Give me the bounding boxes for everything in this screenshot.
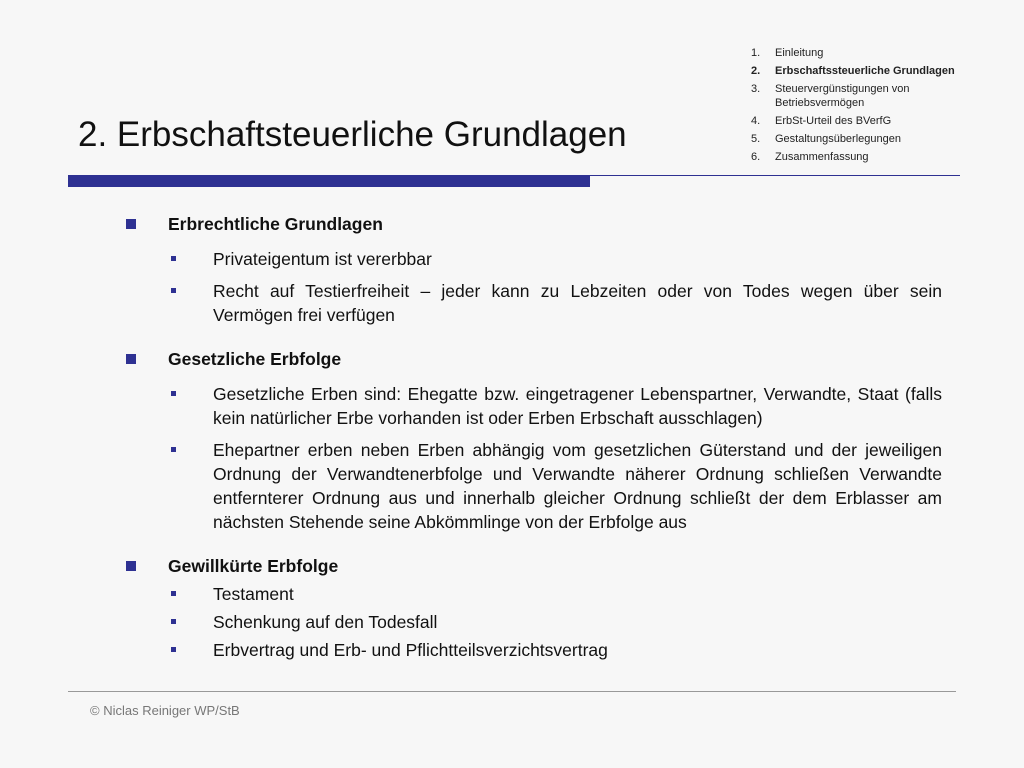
list-item [126, 382, 956, 430]
footer-divider [68, 691, 956, 692]
square-bullet-icon [126, 354, 136, 364]
small-square-bullet-icon [171, 591, 176, 596]
footer-copyright: © Niclas Reiniger WP/StB [90, 703, 240, 718]
list-item-text: Schenkung auf den Todesfall [213, 612, 438, 632]
small-square-bullet-icon [171, 647, 176, 652]
small-square-bullet-icon [171, 256, 176, 261]
section-gewillkuerte-erbfolge [126, 552, 956, 662]
list-item-text: Ehepartner erben neben Erben abhängig vom gesetzlichen Güterstand und der jeweiligen Ordnung der Verwandtenerbfolge und Verwandte näherer Ordnung schließen Verwandte entfernterer Ordnung aus und innerhalb gleicher Ordnung schließt der dem Erblasser am nächsten Stehende seine Abkömmlinge von der Erbfolge aus [213, 440, 942, 532]
section-erbrechtliche-grundlagen [126, 210, 956, 327]
title-accent-bar [68, 175, 590, 187]
square-bullet-icon [126, 219, 136, 229]
toc-item-1 [751, 46, 981, 60]
list-item-text: Gesetzliche Erben sind: Ehegatte bzw. eingetragener Lebenspartner, Verwandte, Staat (falls kein natürlicher Erbe vorhanden ist oder Erben Erbschaft ausschlagen) [213, 384, 942, 428]
list-item-text: Privateigentum ist vererbbar [213, 249, 432, 269]
small-square-bullet-icon [171, 447, 176, 452]
toc-label: Steuervergünstigungen von Betriebsvermögen [775, 83, 910, 109]
toc-number: 3. [751, 83, 761, 95]
toc-label: Erbschaftssteuerliche Grundlagen [775, 65, 955, 77]
toc-item-4 [751, 114, 981, 128]
list-item-text: Erbvertrag und Erb- und Pflichtteilsverzichtsvertrag [213, 640, 608, 660]
toc-number: 1. [751, 47, 761, 59]
list-item-text: Recht auf Testierfreiheit – jeder kann zu Lebzeiten oder von Todes wegen über sein Vermögen frei verfügen [213, 281, 942, 325]
toc-item-6 [751, 150, 981, 164]
small-square-bullet-icon [171, 288, 176, 293]
square-bullet-icon [126, 561, 136, 571]
toc-item-3 [751, 82, 981, 110]
section-heading-text: Gesetzliche Erbfolge [168, 349, 342, 369]
table-of-contents [751, 46, 981, 168]
slide-content [126, 210, 956, 676]
small-square-bullet-icon [171, 391, 176, 396]
section-heading [126, 552, 956, 580]
toc-number: 2. [751, 65, 761, 77]
section-gesetzliche-erbfolge [126, 345, 956, 534]
toc-label: ErbSt-Urteil des BVerfG [775, 115, 892, 127]
section-heading-text: Gewillkürte Erbfolge [168, 556, 339, 576]
list-item [126, 279, 956, 327]
toc-label: Zusammenfassung [775, 151, 869, 163]
list-item [126, 247, 956, 271]
title-divider-line [590, 175, 960, 176]
list-item [126, 638, 956, 662]
list-item-text: Testament [213, 584, 294, 604]
list-item [126, 582, 956, 606]
toc-number: 4. [751, 115, 761, 127]
list-item [126, 610, 956, 634]
toc-item-5 [751, 132, 981, 146]
section-heading [126, 210, 956, 238]
toc-number: 5. [751, 133, 761, 145]
list-item [126, 438, 956, 534]
toc-item-2 [751, 64, 981, 78]
toc-label: Gestaltungsüberlegungen [775, 133, 901, 145]
page-title: 2. Erbschaftsteuerliche Grundlagen [78, 115, 627, 154]
small-square-bullet-icon [171, 619, 176, 624]
section-heading-text: Erbrechtliche Grundlagen [168, 214, 383, 234]
toc-number: 6. [751, 151, 761, 163]
toc-label: Einleitung [775, 47, 824, 59]
section-heading [126, 345, 956, 373]
